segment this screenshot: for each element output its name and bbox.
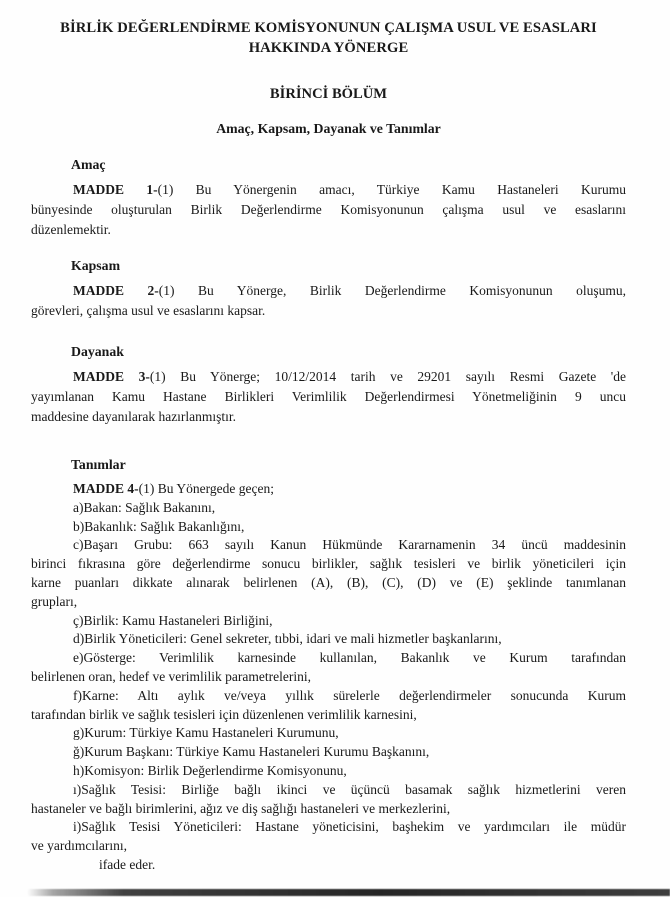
text-line: yayımlanan Kamu Hastane Birlikleri Verimlilik Değerlendirmesi Yönetmeliğinin 9 uncu (31, 389, 626, 404)
text-line: b)Bakanlık: Sağlık Bakanlığını, (73, 518, 245, 534)
paragraph (31, 518, 626, 537)
text-line (31, 480, 626, 499)
paragraph (31, 480, 626, 499)
document-title (31, 18, 626, 58)
paragraph (31, 612, 626, 631)
bold-text: MADDE 2- (73, 283, 159, 298)
section-body (31, 367, 626, 427)
plain-text: (1) Bu Yönerge; 10/12/2014 tarih ve 29201 sayılı Resmi Gazete 'de (149, 369, 626, 384)
section-kapsam (31, 256, 626, 321)
bold-text: MADDE 4- (73, 481, 139, 496)
section-heading: Tanımlar (71, 457, 126, 472)
text-line: c)Başarı Grubu: 663 sayılı Kanun Hükmünde Kararnamenin 34 üncü maddesinin (73, 537, 626, 553)
sections (31, 155, 626, 875)
document-title-line1: BİRLİK DEĞERLENDİRME KOMİSYONUNUN ÇALIŞMA USUL VE ESASLARI (60, 20, 597, 36)
text-line: i)Sağlık Tesisi Yöneticileri: Hastane yöneticisini, başhekim ve yardımcıları ile müdür (73, 819, 626, 835)
section-body (31, 281, 626, 321)
paragraph (31, 281, 626, 321)
text-line: maddesine dayanılarak hazırlanmıştır. (31, 409, 237, 424)
text-line: karne puanları dikkate alınarak belirlenen (A), (B), (C), (D) ve (E) şeklinde tanımlanan (31, 574, 626, 590)
text-line: ğ)Kurum Başkanı: Türkiye Kamu Hastaneleri Kurumu Başkanını, (73, 744, 430, 760)
text-line: bünyesinde oluşturulan Birlik Değerlendirme Komisyonunun çalışma usul ve esaslarını (31, 202, 626, 217)
text-line: belirlenen oran, hedef ve verimlilik parametrelerini, (31, 668, 311, 684)
text-line: h)Komisyon: Birlik Değerlendirme Komisyonunu, (73, 762, 347, 778)
paragraph (31, 818, 626, 856)
paragraph (31, 687, 626, 725)
text-line: d)Birlik Yöneticileri: Genel sekreter, tıbbi, idari ve mali hizmetler başkanlarını, (73, 631, 502, 647)
text-line (31, 180, 626, 200)
text-line (31, 367, 626, 387)
text-line: ve yardımcılarını, (31, 838, 127, 854)
bold-text: MADDE 3- (73, 369, 150, 384)
paragraph (31, 649, 626, 687)
text-line: düzenlemektir. (31, 222, 111, 237)
text-line (31, 281, 626, 301)
paragraph (31, 536, 626, 611)
text-line: e)Gösterge: Verimlilik karnesinde kullanılan, Bakanlık ve Kurum tarafından (73, 650, 626, 666)
plain-text: (1) Bu Yönergede geçen; (138, 481, 274, 496)
paragraph (31, 743, 626, 762)
section-heading: Kapsam (71, 258, 121, 273)
paragraph (31, 630, 626, 649)
document-title-line2: HAKKINDA YÖNERGE (248, 40, 409, 56)
section-body (31, 480, 626, 875)
text-line: grupları, (31, 593, 78, 609)
text-line: görevleri, çalışma usul ve esaslarını kapsar. (31, 303, 266, 318)
paragraph (31, 781, 626, 819)
text-line: ifade eder. (99, 856, 156, 872)
section-body (31, 180, 626, 240)
chapter-heading: BİRİNCİ BÖLÜM (269, 86, 388, 102)
text-line: birinci fıkrasına göre değerlendirme sonucu birlikler, sağlık tesisleri ve birlik yöneticileri için (31, 556, 626, 572)
paragraph (31, 367, 626, 427)
text-line: g)Kurum: Türkiye Kamu Hastaneleri Kurumunu, (73, 725, 339, 741)
text-line: ç)Birlik: Kamu Hastaneleri Birliğini, (73, 612, 273, 628)
section-dayanak (31, 342, 626, 427)
scan-shadow-bar (27, 889, 670, 896)
paragraph (31, 762, 626, 781)
paragraph (31, 499, 626, 518)
bold-text: MADDE 1- (73, 182, 158, 197)
plain-text: (1) Bu Yönergenin amacı, Türkiye Kamu Hastaneleri Kurumu (157, 182, 627, 197)
chapter-subtitle: Amaç, Kapsam, Dayanak ve Tanımlar (216, 121, 441, 136)
section-heading: Amaç (71, 157, 106, 172)
paragraph (31, 180, 626, 240)
paragraph (31, 856, 626, 875)
text-line: tarafından birlik ve sağlık tesisleri için düzenlenen verimlilik karnesini, (31, 706, 417, 722)
text-line: hastaneler ve bağlı birimlerini, ağız ve diş sağlığı hastaneleri ve merkezlerini, (31, 800, 451, 816)
text-line: ı)Sağlık Tesisi: Birliğe bağlı ikinci ve üçüncü basamak sağlık hizmetlerini veren (73, 781, 626, 797)
plain-text: (1) Bu Yönerge, Birlik Değerlendirme Komisyonunun oluşumu, (158, 283, 626, 298)
text-line: f)Karne: Altı aylık ve/veya yıllık sürelerle değerlendirmeler sonucunda Kurum (73, 687, 626, 703)
section-heading: Dayanak (71, 344, 124, 359)
text-line: a)Bakan: Sağlık Bakanını, (73, 499, 216, 515)
paragraph (31, 724, 626, 743)
section-amaç (31, 155, 626, 240)
section-tanımlar (31, 455, 626, 875)
